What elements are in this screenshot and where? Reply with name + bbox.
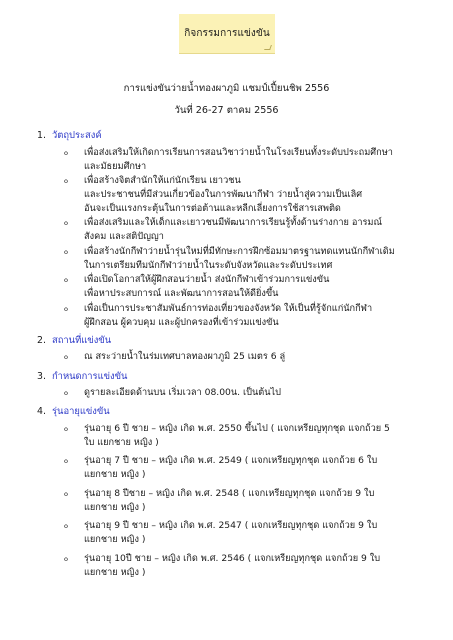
item-line: อันจะเป็นแรงกระตุ้นในการต่อต้านและหลีกเลี่ยงการใช้สารเสพติด [84, 203, 341, 215]
bullet-icon: o [64, 555, 68, 563]
section-title: วัตถุประสงค์ [52, 130, 102, 141]
item-line: รุ่นอายุ 9 ปี ชาย – หญิง เกิด พ.ศ. 2547 ( แจกเหรียญทุกชุด แจกถ้วย 9 ใบ [84, 520, 378, 531]
bullet-icon: o [64, 425, 68, 433]
event-date: วันที่ 26-27 ตาคม 2556 [174, 105, 279, 116]
item-line: ใบ แยกชาย หญิง ) [84, 437, 159, 449]
item-line: เพื่อสร้างนักกีฬาว่ายน้ำรุ่นใหม่ที่มีทักษะการฝึกซ้อมมาตรฐานทดแทนนักกีฬาเดิม [84, 246, 395, 257]
section-venue [37, 333, 111, 348]
item-line: รุ่นอายุ 10ปี ชาย – หญิง เกิด พ.ศ. 2546 ( แจกเหรียญทุกชุด แจกถ้วย 9 ใบ [84, 553, 381, 564]
section-title: สถานที่แข่งขัน [52, 335, 112, 346]
bullet-icon: o [64, 248, 68, 256]
item-line: เพื่อหาประสบการณ์ และพัฒนาการสอนให้ดียิ่งขึ้น [84, 288, 279, 300]
item-line: รุ่นอายุ 8 ปีชาย – หญิง เกิด พ.ศ. 2548 ( แจกเหรียญทุกชุด แจกถ้วย 9 ใบ [84, 488, 375, 499]
section-number: 3. [37, 371, 46, 382]
item-line: ผู้ฝึกสอน ผู้ควบคุม และผู้ปกครองที่เข้าร่วมแข่งขัน [84, 317, 279, 329]
section-objectives [37, 128, 102, 143]
item-line: ณ สระว่ายน้ำในร่มเทศบาลทองผาภูมิ 25 เมตร 6 ลู่ [84, 351, 286, 362]
section-number: 4. [37, 406, 46, 417]
item-line: แยกชาย หญิง ) [84, 534, 146, 546]
bullet-icon: o [64, 490, 68, 498]
item-line: รุ่นอายุ 6 ปี ชาย – หญิง เกิด พ.ศ. 2550 ขึ้นไป ( แจกเหรียญทุกชุด แจกถ้วย 5 [84, 423, 390, 434]
item-line: เพื่อส่งเสริมและให้เด็กและเยาวชนมีพัฒนาการเรียนรู้ทั้งด้านร่างกาย อารมณ์ [84, 217, 383, 228]
item-line: และประชาชนที่มีส่วนเกี่ยวข้องในการพัฒนากีฬา ว่ายน้ำสู่ความเป็นเลิศ [84, 189, 363, 201]
bullet-icon: o [64, 389, 68, 397]
item-line: แยกชาย หญิง ) [84, 469, 146, 481]
page-curl-icon [264, 45, 272, 50]
bullet-icon: o [64, 457, 68, 465]
item-line: เพื่อเปิดโอกาสให้ผู้ฝึกสอนว่ายน้ำ ส่งนักกีฬาเข้าร่วมการแข่งขัน [84, 274, 330, 285]
item-line: สังคม และสติปัญญา [84, 231, 164, 243]
bullet-icon: o [64, 177, 68, 185]
section-schedule [37, 369, 127, 384]
title-box [179, 14, 275, 54]
bullet-icon: o [64, 305, 68, 313]
section-title: รุ่นอายุแข่งขัน [52, 406, 110, 417]
item-line: เพื่อเป็นการประชาสัมพันธ์การท่องเที่ยวของจังหวัด ให้เป็นที่รู้จักแก่นักกีฬา [84, 303, 373, 314]
item-line: เพื่อสร้างจิตสำนักให้แก่นักเรียน เยาวชน [84, 175, 241, 186]
item-line: เพื่อส่งเสริมให้เกิดการเรียนการสอนวิชาว่ายน้ำในโรงเรียนทั้งระดับประถมศึกษา [84, 147, 393, 158]
page-title: กิจกรรมการแข่งขัน [184, 28, 270, 39]
item-line: ในการเตรียมทีมนักกีฬาว่ายน้ำในระดับจังหวัดและระดับประเทศ [84, 260, 333, 272]
item-line: แยกชาย หญิง ) [84, 502, 146, 514]
bullet-icon: o [64, 219, 68, 227]
bullet-icon: o [64, 276, 68, 284]
bullet-icon: o [64, 522, 68, 530]
section-number: 2. [37, 335, 46, 346]
section-number: 1. [37, 130, 46, 141]
bullet-icon: o [64, 149, 68, 157]
bullet-icon: o [64, 353, 68, 361]
section-title: กำหนดการแข่งขัน [52, 371, 128, 382]
item-line: แยกชาย หญิง ) [84, 567, 146, 579]
section-age-groups [37, 404, 110, 419]
item-line: และมัธยมศึกษา [84, 161, 147, 173]
event-subtitle: การแข่งขันว่ายน้ำทองผาภูมิ แชมป์เปี้ยนชิพ 2556 [123, 83, 330, 94]
item-line: ดูรายละเอียดด้านบน เริ่มเวลา 08.00น. เป็นต้นไป [84, 387, 281, 398]
item-line: รุ่นอายุ 7 ปี ชาย – หญิง เกิด พ.ศ. 2549 ( แจกเหรียญทุกชุด แจกถ้วย 6 ใบ [84, 455, 378, 466]
